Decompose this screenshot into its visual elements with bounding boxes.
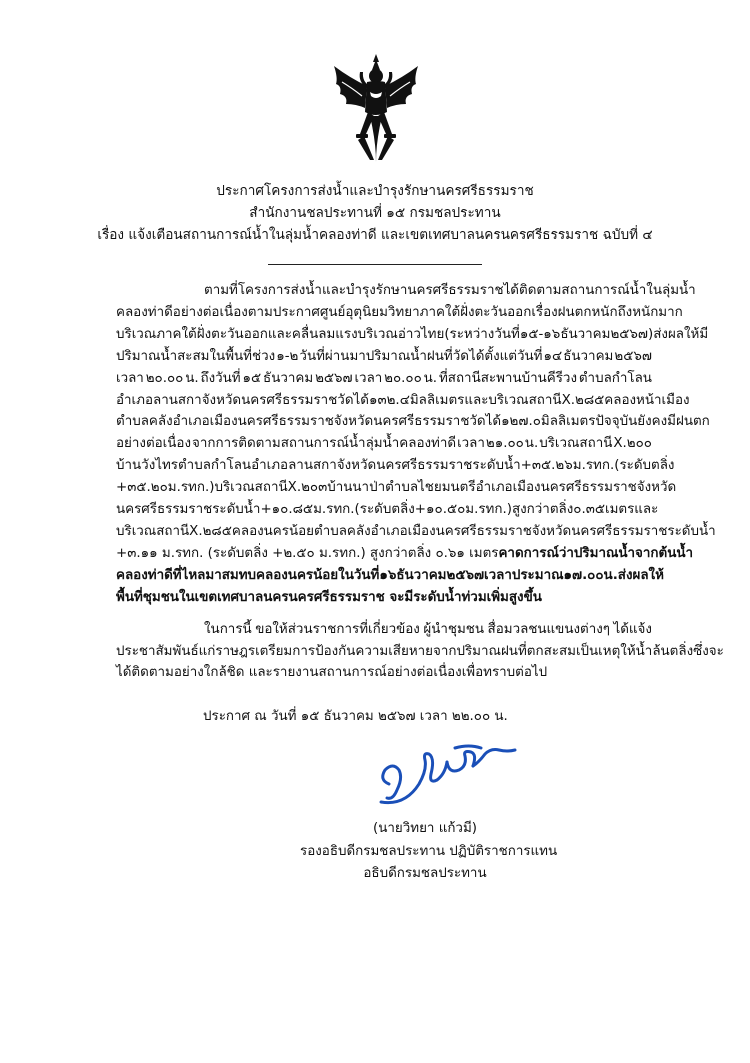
announce-date: ประกาศ ณ วันที่ ๑๕ ธันวาคม ๒๕๖๗ เวลา ๒๒.๐๐ น. [203, 709, 508, 724]
body-line: ได้ติดตามอย่างใกล้ชิด และรายงานสถานการณ์อย่างต่อเนื่องเพื่อทราบต่อไป [116, 665, 548, 681]
garuda-emblem-icon [330, 52, 422, 164]
forecast-line: คลองท่าดีที่ไหลมาสมทบคลองนครน้อย ในวันที่ ๑๖ ธันวาคม ๒๕๖๗ เวลาประมาณ ๑๗.๐๐ น. ส่งผลให้ [116, 567, 664, 583]
forecast-text: คาดการณ์ว่าปริมาณน้ำจากต้นน้ำ [498, 545, 694, 561]
body-line: ประชาสัมพันธ์แก่ราษฎร เตรียมการป้องกันความเสียหายจากปริมาณฝนที่ตกสะสมเป็นเหตุให้น้ำล้นตลิ่ง ซึ่งจะ [116, 643, 724, 659]
body-line: อำเภอลานสกา จังหวัดนครศรีธรรมราช วัดได้ ๑๓๒.๔ มิลลิเมตร และบริเวณสถานี X.๒๘๕ คลองหน้าเมือง [116, 392, 690, 408]
header-line-2: สำนักงานชลประทานที่ ๑๕ กรมชลประทาน [249, 205, 501, 221]
body-line: บริเวณภาคใต้ฝั่งตะวันออกและคลื่นลมแรงบริเวณอ่าวไทย (ระหว่างวันที่ ๑๕-๑๖ ธันวาคม ๒๕๖๗) ส่งผลให้มี [116, 326, 709, 342]
body-text: +๓.๑๑ ม.รทก. (ระดับตลิ่ง +๒.๕๐ ม.รทก.) สูงกว่าตลิ่ง ๐.๖๑ เมตร [116, 545, 499, 561]
document-body [116, 280, 724, 684]
body-line: บริเวณสถานี X.๒๘๕ คลองนครน้อย ตำบลคลัง อำเภอเมืองนครศรีธรรมราช จังหวัดนครศรีธรรมราช ระดับน้ำ [116, 523, 716, 539]
body-line: ตามที่โครงการส่งน้ำและบำรุงรักษานครศรีธรรมราช ได้ติดตามสถานการณ์น้ำในลุ่มน้ำ [204, 283, 696, 298]
body-line: เวลา ๒๐.๐๐ น. ถึงวันที่ ๑๕ ธันวาคม ๒๕๖๗ เวลา ๒๐.๐๐ น. ที่สถานีสะพานบ้านคีรีวง ตำบลกำโลน [116, 370, 652, 386]
body-line: ตำบลคลัง อำเภอเมืองนครศรีธรรมราช จังหวัดนครศรีธรรมราช วัดได้ ๑๒๗.๐ มิลลิเมตร ปัจจุบันยังคงมีฝนตก [116, 414, 710, 430]
body-line: นครศรีธรรมราช ระดับน้ำ +๑๐.๘๕ ม.รทก. (ระดับตลิ่ง +๑๐.๕๐ ม.รทก.) สูงกว่าตลิ่ง ๐.๓๕ เมตร และ [116, 502, 659, 518]
body-line: ในการนี้ ขอให้ส่วนราชการที่เกี่ยวข้อง ผู้นำชุมชน สื่อมวลชนแขนงต่างๆ ได้แจ้ง [204, 621, 652, 637]
body-line: +๓๕.๒๐ ม.รทก.) บริเวณสถานี X.๒๐๓ บ้านนาป่า ตำบลไชยมนตรี อำเภอเมืองนครศรีธรรมราช จังหวัด [116, 480, 677, 496]
signer-title: รองอธิบดีกรมชลประทาน ปฏิบัติราชการแทน [300, 843, 558, 859]
body-line: ปริมาณน้ำสะสมในพื้นที่ช่วง ๑-๒ วันที่ผ่านมาปริมาณน้ำฝนที่วัดได้ตั้งแต่วันที่ ๑๔ ธันวาคม ๒๕๖๗ [116, 348, 652, 364]
handwritten-signature-icon [375, 740, 525, 810]
signer-block [300, 818, 558, 886]
body-line: คลองท่าดีอย่างต่อเนื่อง ตามประกาศศูนย์อุตุนิยมวิทยาภาคใต้ฝั่งตะวันออก เรื่อง ฝนตกหนักถึงหนักมาก [116, 304, 683, 320]
body-line-mixed [116, 543, 694, 565]
body-line: บ้านวังไทร ตำบลกำโลน อำเภอลานสกา จังหวัดนครศรีธรรมราช ระดับน้ำ +๓๕.๒๖ ม.รทก. (ระดับตลิ่ง [116, 458, 675, 474]
signer-org: อธิบดีกรมชลประทาน [363, 866, 487, 881]
header-line-1: ประกาศโครงการส่งน้ำและบำรุงรักษานครศรีธรรมราช [216, 183, 534, 199]
signer-name: (นายวิทยา แก้วมี) [372, 821, 478, 836]
body-line: อย่างต่อเนื่อง จากการติดตามสถานการณ์น้ำลุ่มน้ำคลองท่าดี เวลา ๒๑.๐๐ น. บริเวณสถานี X.๒๐๐ [116, 436, 652, 452]
header-divider [268, 264, 482, 265]
header-subject: เรื่อง แจ้งเตือนสถานการณ์น้ำในลุ่มน้ำคลองท่าดี และเขตเทศบาลนครนครศรีธรรมราช ฉบับที่ ๔ [97, 227, 653, 243]
document-header [60, 180, 690, 246]
forecast-line: พื้นที่ชุมชนในเขตเทศบาลนครนครศรีธรรมราช จะมีระดับน้ำท่วมเพิ่มสูงขึ้น [116, 589, 542, 605]
